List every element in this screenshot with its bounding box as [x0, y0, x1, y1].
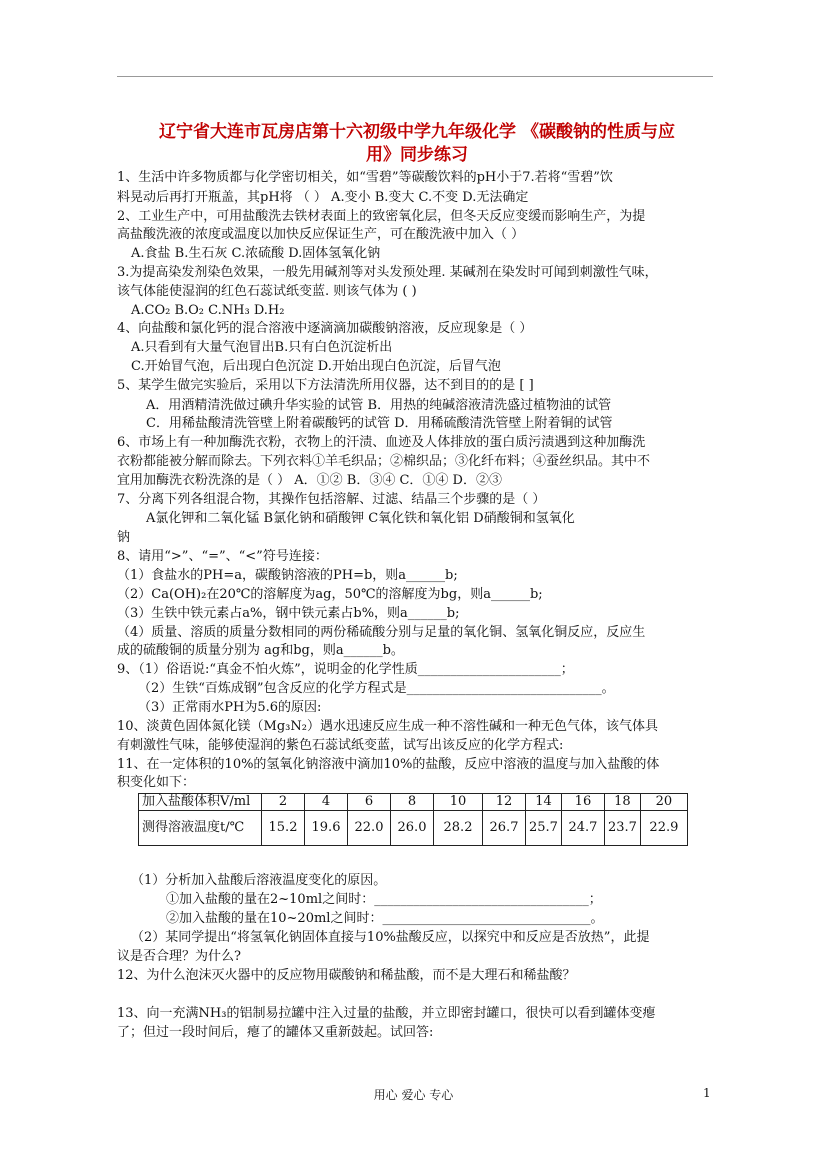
q6-line-3: 宜用加酶洗衣粉洗涤的是（ ） A．①② B．③④ C．①④ D．②③ [117, 473, 502, 488]
q7-options: A氯化钾和二氧化锰 B氯化钠和硝酸钾 C氧化铁和氧化铝 D硝酸铜和氢氧化 [146, 511, 575, 526]
page-footer: 用心 爱心 专心 [373, 1088, 454, 1102]
q8-part-3: （3）生铁中铁元素占a%，钢中铁元素占b%，则a______b; [117, 606, 460, 621]
q5-line-1: 5、某学生做完实验后，采用以下方法清洗所用仪器，达不到目的的是 [ ] [117, 378, 534, 393]
q11-part-1: （1）分析加入盐酸后溶液温度变化的原因。 [131, 873, 387, 888]
q5-option-cd: C．用稀盐酸清洗管壁上附着碳酸钙的试管 D．用稀硫酸清洗管壁上附着铜的试管 [146, 416, 613, 431]
table-header-volume: 加入盐酸体积V/ml [139, 794, 262, 811]
table-row [139, 811, 688, 846]
q2-line-2: 高盐酸洗液的浓度或温度以加快反应保证生产，可在酸洗液中加入（ ） [117, 227, 525, 242]
q10-line-2: 有刺激性气味，能够使湿润的紫色石蕊试纸变蓝，试写出该反应的化学方程式: [117, 738, 564, 753]
table-cell: 26.0 [391, 811, 434, 846]
q6-line-2: 衣粉都能被分解而除去。下列衣料①羊毛织品；②棉织品；③化纤布料；④蚕丝织品。其中不 [117, 454, 651, 469]
q8-part-4-line-2: 成的硫酸铜的质量分别为 ag和bg，则a______b。 [117, 643, 404, 658]
table-cell: 15.2 [262, 811, 305, 846]
q3-line-1: 3.为提高染发剂染色效果，一般先用碱剂等对头发预处理. 某碱剂在染发时可闻到刺激性气味， [117, 265, 658, 280]
q1-line-2: 料晃动后再打开瓶盖，其pH将 （ ） A.变小 B.变大 C.不变 D.无法确定 [117, 190, 529, 205]
q11-line-1: 11、在一定体积的10%的氢氧化钠溶液中滴加10%的盐酸，反应中溶液的温度与加入盐酸的体 [117, 757, 660, 772]
header-rule [117, 76, 713, 77]
q10-line-1: 10、淡黄色固体氮化镁（Mg₃N₂）遇水迅速反应生成一种不溶性碱和一种无色气体，该气体具 [117, 719, 658, 734]
q1-line-1: 1、生活中许多物质都与化学密切相关，如“雪碧”等碳酸饮料的pH小于7.若将“雪碧”饮 [117, 170, 613, 185]
q11-line-2: 积变化如下： [117, 775, 196, 790]
q8-part-2: （2）Ca(OH)₂在20℃的溶解度为ag，50℃的溶解度为bg，则a______b; [117, 587, 543, 602]
q13-line-2: 了；但过一段时间后，瘪了的罐体又重新鼓起。试回答: [117, 1025, 434, 1040]
table-cell: 19.6 [305, 811, 348, 846]
table-cell: 22.9 [640, 811, 687, 846]
table-cell: 2 [262, 794, 305, 811]
table-cell: 24.7 [561, 811, 604, 846]
table-row [139, 794, 688, 811]
table-cell: 10 [434, 794, 483, 811]
q11-part-1-b: ②加入盐酸的量在10~20ml之间时：________________________________。 [166, 911, 604, 926]
document-title [117, 121, 717, 167]
q5-option-ab: A．用酒精清洗做过碘升华实验的试管 B．用热的纯碱溶液清洗盛过植物油的试管 [146, 398, 612, 413]
title-line-1: 辽宁省大连市瓦房店第十六初级中学九年级化学 《碳酸钠的性质与应 [159, 122, 675, 142]
temperature-table [138, 793, 688, 846]
table-cell: 20 [640, 794, 687, 811]
q11-part-2-line-2: 议是否合理？为什么? [117, 949, 241, 964]
q13-line-1: 13、向一充满NH₃的铝制易拉罐中注入过量的盐酸，并立即密封罐口，很快可以看到罐体变瘪 [117, 1006, 656, 1021]
table-cell: 8 [391, 794, 434, 811]
q12: 12、为什么泡沫灭火器中的反应物用碳酸钠和稀盐酸，而不是大理石和稀盐酸？ [117, 968, 576, 983]
q8-part-1: （1）食盐水的PH=a，碳酸钠溶液的PH=b，则a______b; [117, 568, 458, 583]
table-cell: 12 [483, 794, 526, 811]
q3-line-2: 该气体能使湿润的红色石蕊试纸变蓝. 则该气体为 ( ) [117, 284, 417, 299]
table-cell: 14 [526, 794, 562, 811]
table-header-temperature: 测得溶液温度t/℃ [139, 811, 262, 846]
q11-part-2-line-1: （2）某同学提出“将氢氧化钠固体直接与10%盐酸反应，以探究中和反应是否放热”，此提 [131, 930, 650, 945]
table-cell: 6 [348, 794, 391, 811]
table-cell: 25.7 [526, 811, 562, 846]
page-number: 1 [703, 1086, 711, 1100]
q9-part-1: 9、（1）俗语说:“真金不怕火炼”，说明金的化学性质______________________； [117, 662, 574, 677]
q11-part-1-a: ①加入盐酸的量在2~10ml之间时：_________________________________； [166, 892, 602, 907]
q2-line-1: 2、工业生产中，可用盐酸洗去铁材表面上的致密氧化层，但冬天反应变缓而影响生产，为提 [117, 209, 646, 224]
title-line-2: 用》同步练习 [366, 145, 468, 165]
q4-option-cd: C.开始冒气泡，后出现白色沉淀 D.开始出现白色沉淀，后冒气泡 [131, 359, 501, 374]
q6-line-1: 6、市场上有一种加酶洗衣粉，衣物上的汗渍、血迹及人体排放的蛋白质污渍遇到这种加酶洗 [117, 435, 646, 450]
table-cell: 22.0 [348, 811, 391, 846]
table-cell: 16 [561, 794, 604, 811]
q2-options: A.食盐 B.生石灰 C.浓硫酸 D.固体氢氧化钠 [131, 246, 381, 261]
q7-options-cont: 钠 [117, 530, 131, 545]
q4-line-1: 4、向盐酸和氯化钙的混合溶液中逐滴滴加碳酸钠溶液，反应现象是（ ） [117, 321, 533, 336]
q3-options: A.CO₂ B.O₂ C.NH₃ D.H₂ [131, 303, 285, 318]
table-cell: 26.7 [483, 811, 526, 846]
table-cell: 23.7 [604, 811, 640, 846]
q8-line-1: 8、请用“>”、“=”、“<”符号连接： [117, 549, 328, 564]
table-cell: 28.2 [434, 811, 483, 846]
q7-line-1: 7、分离下列各组混合物，其操作包括溶解、过滤、结晶三个步骤的是（ ） [117, 492, 546, 507]
table-cell: 18 [604, 794, 640, 811]
q8-part-4-line-1: （4）质量、溶质的质量分数相同的两份稀硫酸分别与足量的氧化铜、氢氧化铜反应，反应生 [117, 625, 646, 640]
table-cell: 4 [305, 794, 348, 811]
q4-option-ab: A.只看到有大量气泡冒出B.只有白色沉淀析出 [131, 340, 393, 355]
q9-part-3: （3）正常雨水PH为5.6的原因: [138, 700, 322, 715]
q9-part-2: （2）生铁“百炼成钢”包含反应的化学方程式是______________________________。 [138, 681, 615, 696]
